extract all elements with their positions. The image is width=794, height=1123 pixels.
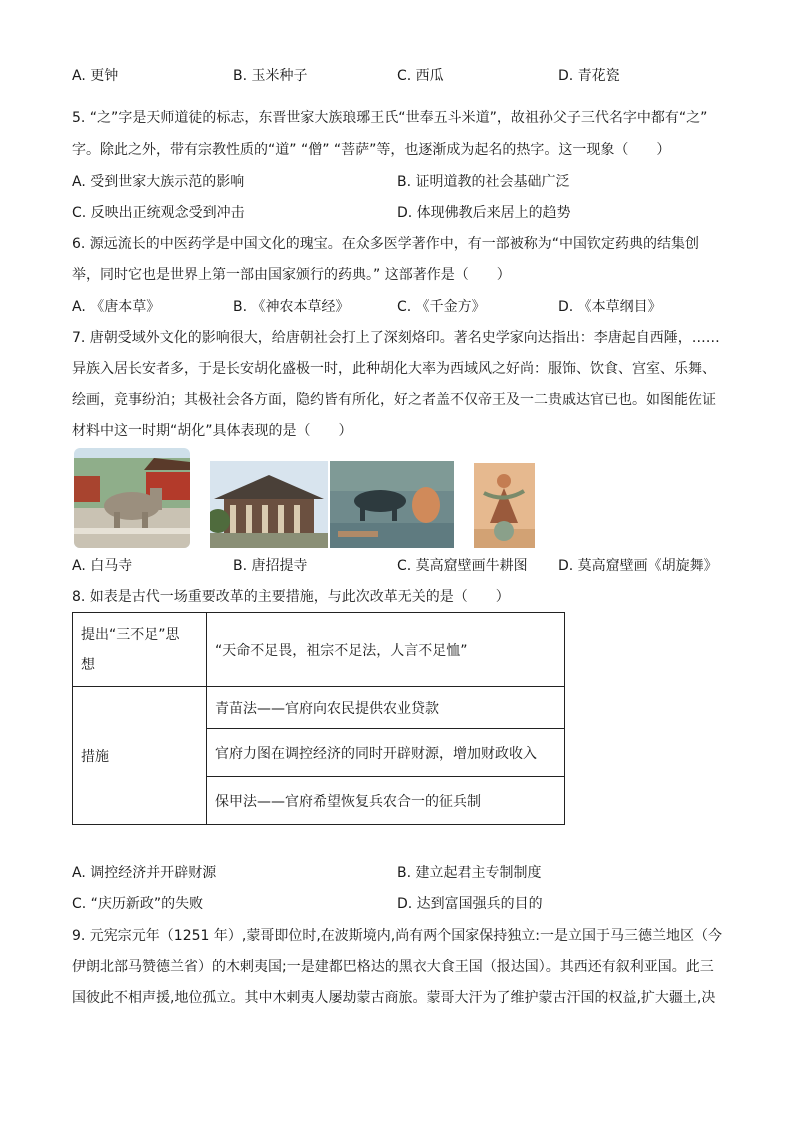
q4-option-c: C. 西瓜 — [397, 68, 444, 84]
q4-option-b: B. 玉米种子 — [233, 68, 308, 84]
q8-row1-value: “天命不足畏，祖宗不足法，人言不足恤” — [207, 613, 565, 687]
q6-option-c: C. 《千金方》 — [397, 299, 486, 315]
q8-row1-label-line-b: 想 — [81, 656, 95, 673]
q9-stem-line-3: 国彼此不相声援,地位孤立。其中木剌夷人屡劫蒙古商旅。蒙哥大汗为了维护蒙古汗国的权益,扩大疆土,决 — [72, 990, 716, 1006]
q5-stem-line-1: 5. “之”字是天师道徒的标志，东晋世家大族琅琊王氏“世奉五斗米道”，故祖孙父子三代名字中都有“之” — [72, 110, 708, 126]
baima-temple-photo — [74, 448, 190, 548]
q6-option-d: D. 《本草纲目》 — [558, 299, 662, 315]
q5-option-b: B. 证明道教的社会基础广泛 — [397, 174, 570, 190]
toshodaiji-temple-photo — [210, 461, 328, 548]
q7-stem-line-4: 材料中这一时期“胡化”具体表现的是（ ） — [72, 423, 353, 439]
q7-stem-line-2: 异族入居长安者多，于是长安胡化盛极一时，此种胡化大率为西域风之好尚：服饰、饮食、宫室、乐舞、 — [72, 361, 716, 377]
q8-measure-1: 青苗法——官府向农民提供农业贷款 — [207, 687, 565, 729]
q6-option-b: B. 《神农本草经》 — [233, 299, 350, 315]
q8-measure-3: 保甲法——官府希望恢复兵农合一的征兵制 — [207, 777, 565, 825]
q5-option-c: C. 反映出正统观念受到冲击 — [72, 205, 245, 221]
q9-stem-line-1: 9. 元宪宗元年（1251 年）,蒙哥即位时,在波斯境内,尚有两个国家保持独立:一是立国于马三德兰地区（今 — [72, 928, 722, 944]
mogao-huxuan-dance-mural — [474, 463, 535, 548]
q8-row1-label — [73, 613, 207, 687]
q5-stem-line-2: 字。除此之外，带有宗教性质的“道” “僧” “菩萨”等，也逐渐成为起名的热字。这一现象（ ） — [72, 142, 671, 158]
q8-option-c: C. “庆历新政”的失败 — [72, 896, 204, 912]
q5-option-d: D. 体现佛教后来居上的趋势 — [397, 205, 571, 221]
q8-option-d: D. 达到富国强兵的目的 — [397, 896, 543, 912]
q8-option-a: A. 调控经济并开辟财源 — [72, 865, 217, 881]
q7-stem-line-3: 绘画，竞事纷泊；其极社会各方面，隐约皆有所化，好之者盖不仅帝王及一二贵戚达官已也。如图能佐证 — [72, 392, 716, 408]
q9-stem-line-2: 伊朗北部马赞德兰省）的木剌夷国;一是建都巴格达的黑衣大食王国（报达国）。其西还有叙利亚国。此三 — [72, 959, 714, 975]
q7-option-c: C. 莫高窟壁画牛耕图 — [397, 558, 528, 574]
q7-option-d: D. 莫高窟壁画《胡旋舞》 — [558, 558, 718, 574]
q7-option-a: A. 白马寺 — [72, 558, 133, 574]
q8-stem: 8. 如表是古代一场重要改革的主要措施，与此次改革无关的是（ ） — [72, 589, 510, 605]
q8-reform-table — [72, 612, 565, 825]
q4-option-d: D. 青花瓷 — [558, 68, 620, 84]
q7-option-b: B. 唐招提寺 — [233, 558, 308, 574]
mogao-ox-plowing-mural — [330, 461, 454, 548]
q4-option-a: A. 更钟 — [72, 68, 119, 84]
q6-stem-line-1: 6. 源远流长的中医药学是中国文化的瑰宝。在众多医学著作中，有一部被称为“中国钦定药典的结集创 — [72, 236, 700, 252]
q8-option-b: B. 建立起君主专制制度 — [397, 865, 542, 881]
q6-option-a: A. 《唐本草》 — [72, 299, 161, 315]
q8-row1-label-line-a: 提出“三不足”思 — [81, 626, 180, 643]
q5-option-a: A. 受到世家大族示范的影响 — [72, 174, 245, 190]
q8-row2-label: 措施 — [73, 687, 207, 825]
q7-stem-line-1: 7. 唐朝受域外文化的影响很大，给唐朝社会打上了深刻烙印。著名史学家向达指出：李唐起自西陲，…… — [72, 330, 720, 346]
q8-measure-2: 官府力图在调控经济的同时开辟财源，增加财政收入 — [207, 729, 565, 777]
q6-stem-line-2: 举，同时它也是世界上第一部由国家颁行的药典。” 这部著作是（ ） — [72, 267, 511, 283]
